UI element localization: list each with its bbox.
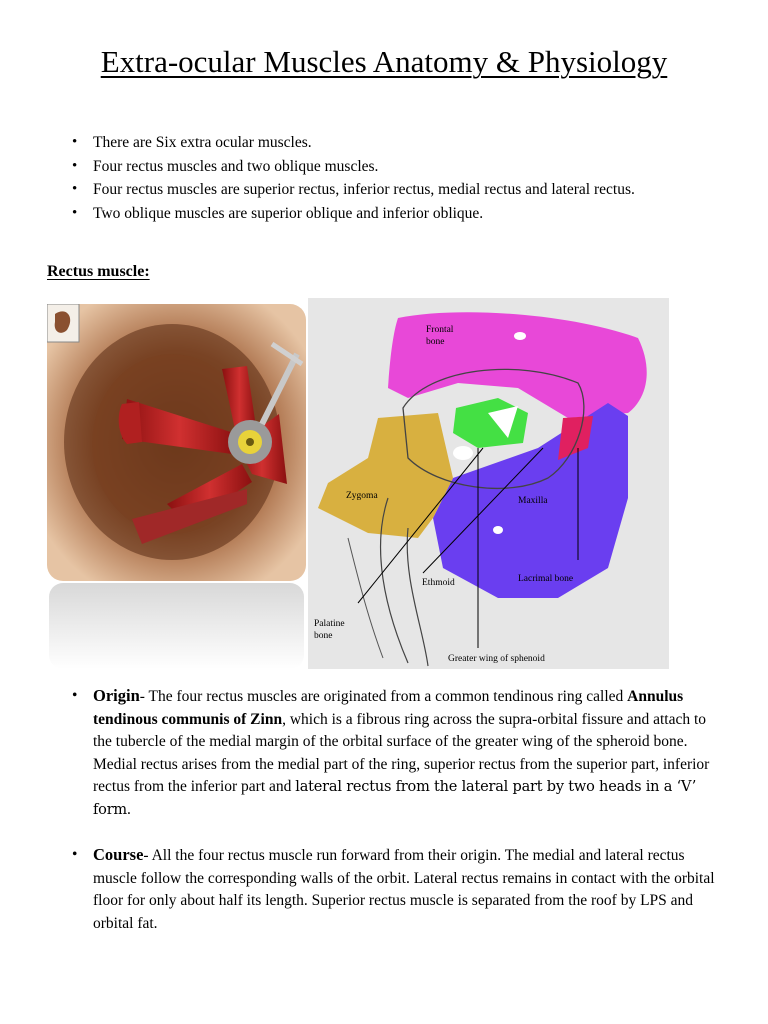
list-item: • Two oblique muscles are superior oblique and inferior oblique.: [72, 202, 692, 226]
sphenoid-label: Greater wing of sphenoid: [448, 654, 545, 664]
bullet-dot: •: [72, 687, 78, 704]
list-item: • Four rectus muscles and two oblique muscles.: [72, 155, 692, 179]
lacrimal-bone-label: Lacrimal bone: [518, 574, 574, 584]
intro-bullet-list: [72, 131, 692, 225]
origin-text-4: .: [126, 800, 131, 818]
origin-text-2: , which is a fibrous ring across the supra-orbital fissure and attach to the tubercle of the medial margin of the orbital surface of the greater wing of the spheroid bone. Medial rectus arises from the medial part of the ring, superior rectus from the superior part, inferior rectus from the inferior part and: [93, 710, 710, 795]
origin-lead: Origin: [93, 686, 140, 705]
frontal-bone-label-2: bone: [426, 337, 445, 347]
origin-text-1: - The four rectus muscles are originated from a common tendinous ring called: [139, 688, 628, 705]
annulus-term: Annulus tendinous communis of Zinn: [93, 688, 684, 728]
course-text: - All the four rectus muscle run forward from their origin. The medial and lateral rectus muscle follow the corresponding walls of the orbit. Lateral rectus remains in contact with the orbital floor for only about half its length. Superior rectus muscle is separated from the roof by LPS and orbital fat.: [93, 847, 715, 932]
bullet-dot: •: [72, 846, 78, 863]
maxilla-label: Maxilla: [518, 496, 548, 506]
frontal-bone-label: Frontal: [426, 325, 454, 335]
zygoma-label: Zygoma: [346, 491, 378, 501]
origin-paragraph: [72, 685, 722, 821]
ethmoid-label: Ethmoid: [422, 578, 455, 588]
list-item: • There are Six extra ocular muscles.: [72, 131, 692, 155]
course-paragraph: [72, 844, 722, 935]
course-lead: Course: [93, 845, 144, 864]
palatine-bone-label-2: bone: [314, 631, 333, 641]
page-title: Extra-ocular Muscles Anatomy & Physiology: [100, 44, 668, 79]
list-item: • Four rectus muscles are superior rectus, inferior rectus, medial rectus and lateral rectus.: [72, 178, 692, 202]
origin-text-3: lateral rectus from the lateral part by two heads in a ‘V’ form: [93, 779, 697, 818]
rectus-muscle-illustration: [47, 304, 306, 671]
palatine-bone-label: Palatine: [314, 619, 345, 629]
section-heading: Rectus muscle:: [47, 263, 150, 280]
orbit-bones-diagram: [308, 298, 669, 669]
